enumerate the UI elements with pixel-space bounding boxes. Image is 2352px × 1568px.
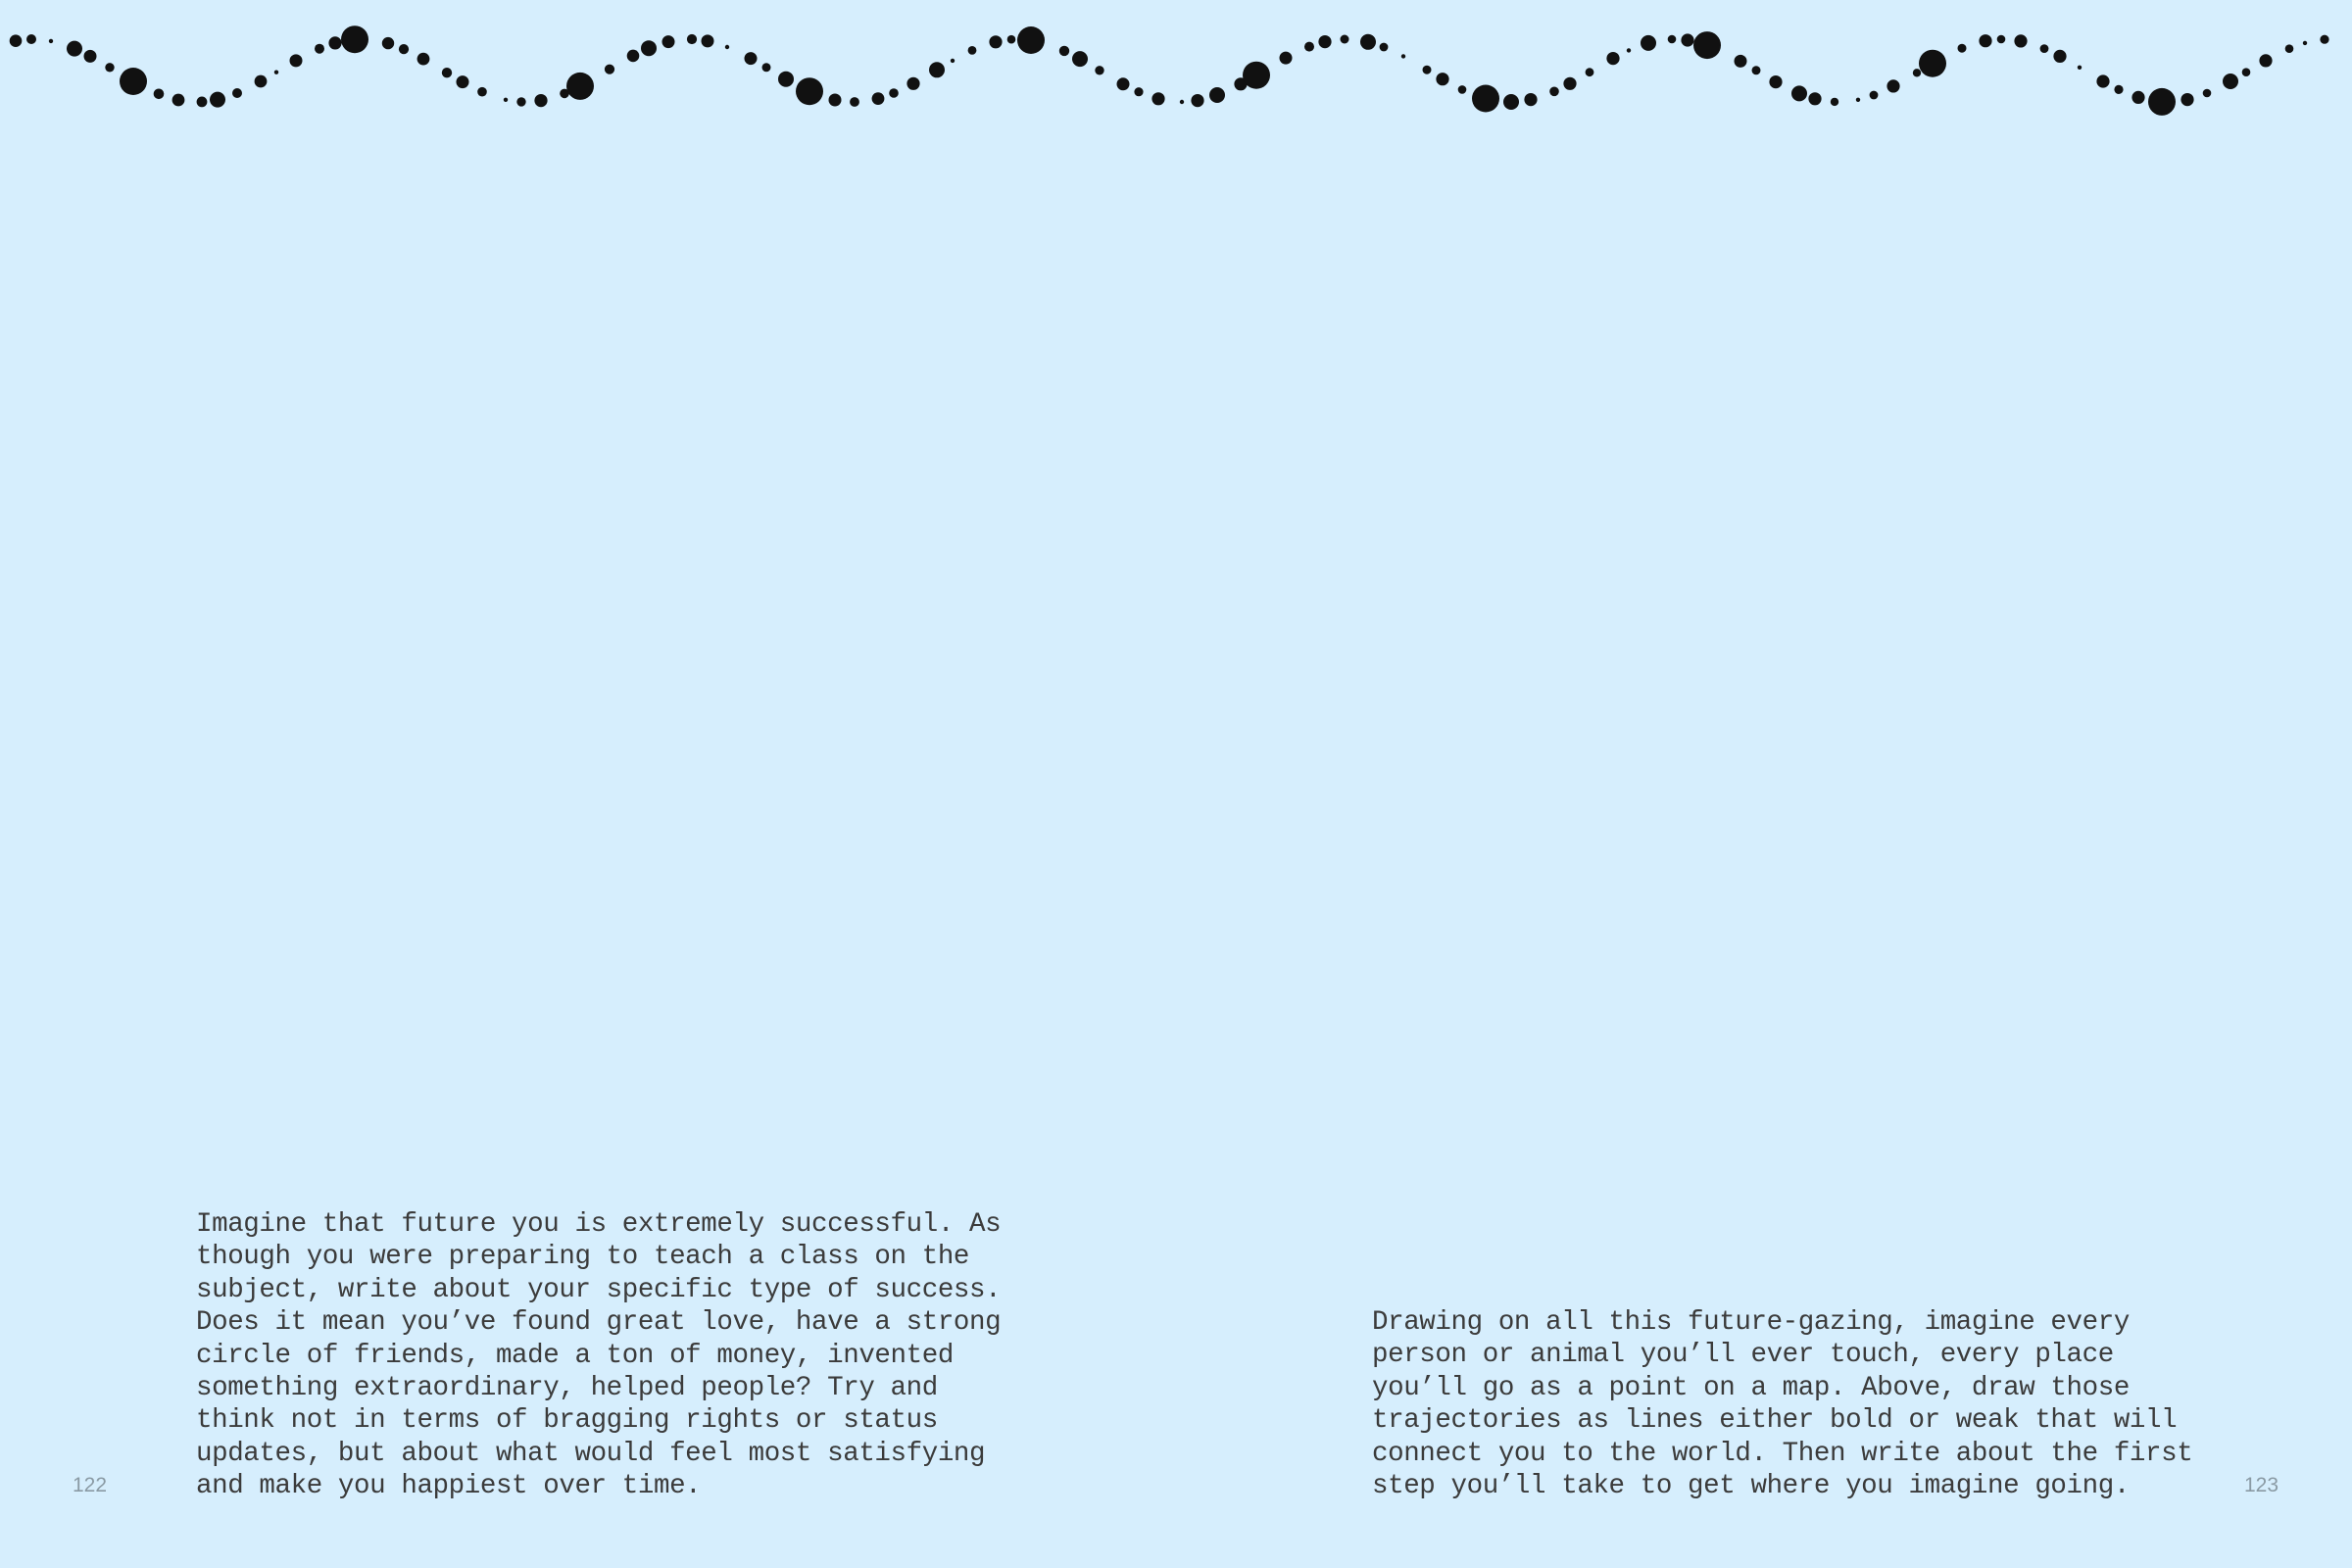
left_page-line: and make you happiest over time.	[196, 1471, 702, 1502]
border-dot	[1401, 54, 1405, 58]
border-dot	[1360, 34, 1376, 50]
left_page-line: though you were preparing to teach a class on the	[196, 1242, 970, 1273]
border-dot	[328, 36, 341, 49]
border-dot	[67, 41, 82, 57]
border-dot	[2285, 44, 2294, 53]
border-dot	[457, 75, 469, 88]
left-page-number: 122	[73, 1474, 108, 1496]
left_page-line: think not in terms of bragging rights or status	[196, 1405, 938, 1437]
border-dot	[2259, 54, 2272, 67]
border-dot	[745, 52, 758, 65]
border-dot	[26, 34, 36, 44]
border-dot	[889, 88, 899, 98]
border-dot	[1681, 33, 1693, 46]
border-dot	[154, 89, 165, 100]
border-dot	[399, 44, 409, 54]
border-dot	[1380, 43, 1389, 52]
border-dot	[341, 25, 368, 53]
border-dot	[49, 39, 53, 43]
border-dot	[1606, 52, 1619, 65]
border-dot	[1641, 35, 1656, 51]
border-dot	[382, 37, 394, 49]
border-dot	[641, 40, 657, 56]
border-dot	[2303, 41, 2307, 45]
border-dot	[929, 62, 945, 77]
border-dot	[2096, 74, 2109, 87]
border-dot	[2114, 85, 2123, 94]
border-dot	[2132, 91, 2144, 104]
left_page-line: circle of friends, made a ton of money, invented	[196, 1340, 954, 1371]
border-dot	[850, 97, 859, 107]
right-page-prompt	[1372, 1306, 2192, 1502]
border-dot	[1072, 51, 1088, 67]
border-dot	[1958, 44, 1967, 53]
border-dot	[1693, 31, 1721, 59]
border-dot	[1919, 50, 1946, 77]
border-dot	[872, 92, 885, 105]
border-dot	[442, 68, 452, 77]
border-dot	[84, 50, 97, 63]
border-dot	[1423, 66, 1432, 74]
border-dot	[1997, 35, 2006, 44]
border-dot	[274, 71, 278, 74]
border-dot	[105, 63, 114, 72]
border-dot	[1627, 48, 1631, 52]
border-dot	[1243, 62, 1270, 89]
border-dot	[2223, 74, 2238, 89]
left_page-line: subject, write about your specific type of success.	[196, 1274, 1002, 1305]
right_page-line: trajectories as lines either bold or weak that will	[1372, 1405, 2178, 1437]
border-dot	[2242, 68, 2251, 76]
wavy-dotted-line-icon	[0, 0, 2352, 127]
border-dot	[1979, 34, 1991, 47]
border-dot	[1752, 66, 1761, 74]
border-dot	[725, 45, 729, 49]
right_page-line: step you’ll take to get where you imagine going.	[1372, 1471, 2130, 1502]
right-page-number: 123	[2244, 1474, 2279, 1496]
border-dot	[1209, 87, 1225, 103]
left_page-line: something extraordinary, helped people? Try and	[196, 1373, 938, 1404]
border-dot	[1503, 94, 1519, 110]
border-dot	[1668, 35, 1677, 44]
border-dot	[1886, 79, 1899, 92]
border-dot	[1318, 35, 1331, 48]
border-dot	[516, 97, 525, 106]
border-dot	[1436, 73, 1448, 85]
left_page-line: updates, but about what would feel most satisfying	[196, 1438, 986, 1469]
border-dot	[796, 77, 823, 105]
border-dot	[906, 77, 919, 90]
border-dot	[566, 73, 594, 100]
border-dot	[315, 44, 324, 54]
left-page-prompt	[196, 1208, 1001, 1503]
left_page-line: Does it mean you’ve found great love, have a strong	[196, 1307, 1002, 1339]
border-dot	[477, 87, 487, 97]
border-dot	[1191, 94, 1203, 107]
border-dot	[1152, 92, 1164, 105]
border-dot	[605, 65, 614, 74]
left_page-line: Imagine that future you is extremely successful. As	[196, 1209, 1002, 1240]
border-dot	[1304, 42, 1314, 52]
border-dot	[1341, 35, 1349, 44]
border-dot	[687, 34, 697, 44]
border-dot	[2040, 44, 2049, 53]
border-dot	[2053, 50, 2066, 63]
border-dot	[290, 54, 303, 67]
border-dot	[534, 94, 547, 107]
border-dot	[417, 53, 430, 66]
border-dot	[1280, 52, 1293, 65]
border-dot	[197, 97, 208, 108]
border-dot	[2320, 35, 2328, 44]
border-dot	[2203, 89, 2212, 98]
border-dot	[1808, 92, 1821, 105]
border-dot	[968, 46, 977, 55]
right_page-line: you’ll go as a point on a map. Above, draw those	[1372, 1372, 2130, 1403]
border-dot	[702, 34, 714, 47]
border-dot	[1458, 85, 1467, 94]
border-dot	[627, 50, 640, 63]
border-dot	[1870, 91, 1879, 100]
border-dot	[1059, 46, 1069, 56]
border-dot	[120, 68, 147, 95]
border-dot	[778, 72, 794, 87]
border-dot	[662, 35, 675, 48]
border-dot	[1563, 77, 1576, 90]
border-dot	[2078, 66, 2082, 70]
border-dot	[1180, 100, 1184, 104]
border-dot	[1017, 26, 1045, 54]
border-dot	[1913, 69, 1921, 76]
right_page-line: Drawing on all this future-gazing, imagine every	[1372, 1307, 2130, 1338]
border-dot	[951, 59, 955, 63]
border-dot	[10, 34, 23, 47]
border-dot	[1831, 98, 1838, 106]
border-dot	[1791, 85, 1807, 101]
border-dot	[762, 63, 771, 72]
border-dot	[2180, 93, 2193, 106]
border-dot	[989, 35, 1002, 48]
border-dot	[1472, 85, 1499, 113]
right_page-line: person or animal you’ll ever touch, every place	[1372, 1340, 2114, 1371]
border-dot	[1524, 93, 1537, 106]
border-dot	[210, 92, 225, 108]
border-dot	[255, 75, 268, 88]
border-dot	[1769, 75, 1782, 88]
border-dot	[1549, 87, 1559, 97]
border-dot	[504, 98, 508, 102]
border-dot	[232, 88, 242, 98]
right_page-line: connect you to the world. Then write about the first	[1372, 1438, 2193, 1469]
border-dot	[1586, 68, 1594, 76]
border-dot	[829, 94, 842, 107]
border-dot	[2148, 88, 2176, 116]
border-dot	[1134, 87, 1143, 96]
border-dot	[1095, 66, 1103, 74]
border-dot	[1007, 35, 1016, 44]
border-dot	[1117, 77, 1130, 90]
border-dot	[1735, 55, 1747, 68]
border-dot	[2014, 34, 2027, 47]
border-dot	[1856, 98, 1860, 102]
border-dot	[172, 94, 185, 107]
